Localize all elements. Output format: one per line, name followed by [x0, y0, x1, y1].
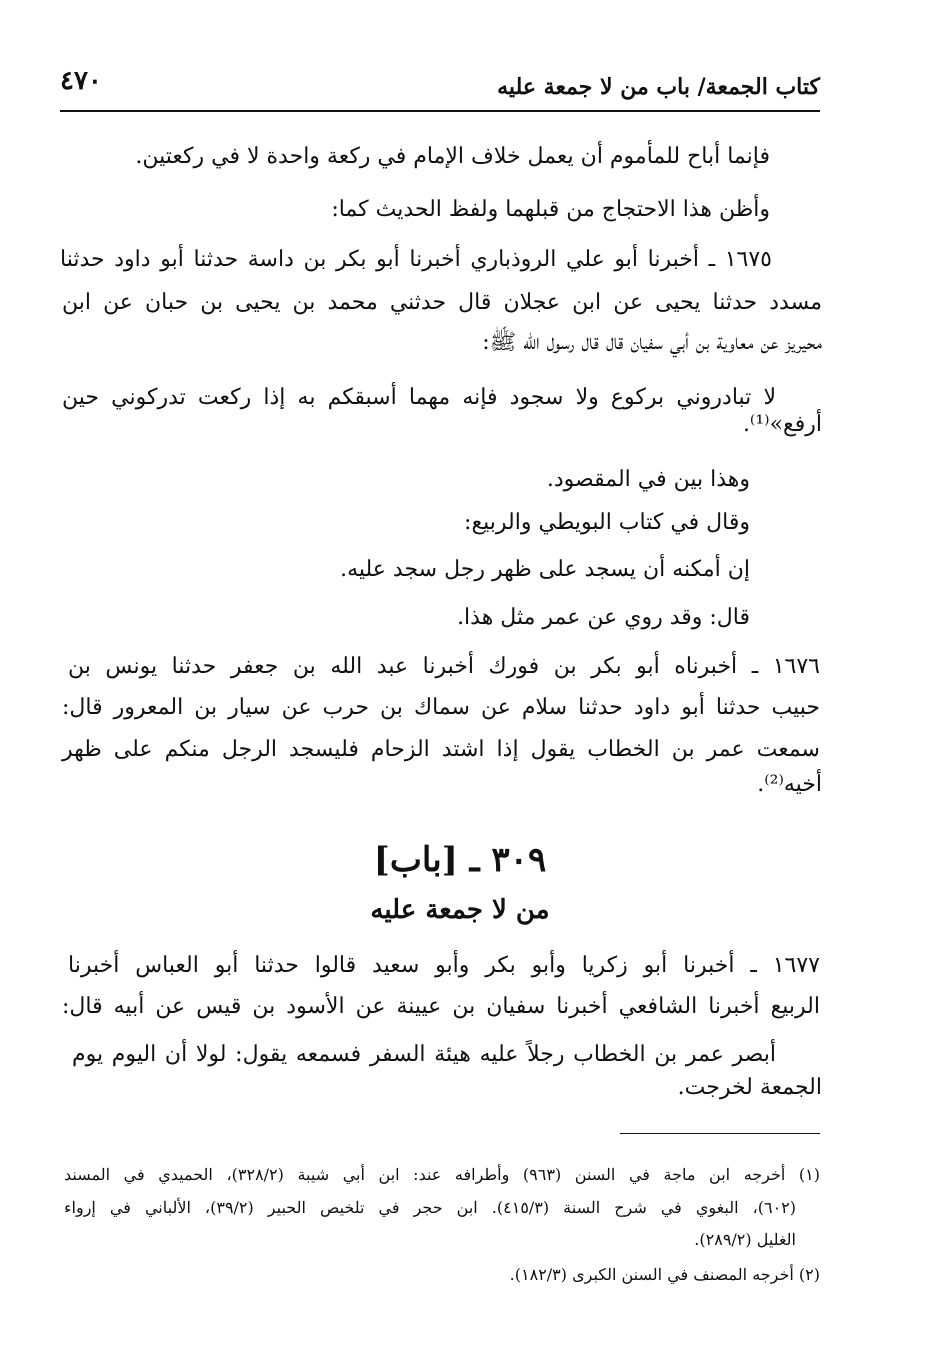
text-line: حبيب حدثنا أبو داود حدثنا سلام عن سماك بن حرب عن سيار بن المعرور قال:: [62, 695, 820, 720]
text-line: الجمعة لخرجت.: [677, 1075, 822, 1100]
text-line: أخيه⁽²⁾.: [757, 772, 822, 797]
chapter-subheading: من لا جمعة عليه: [370, 895, 550, 925]
hadith-text-line: أرفع»⁽¹⁾.: [742, 412, 822, 437]
text-line: محيريز عن معاوية بن أبي سفيان قال قال رسول الله ﷺ:: [482, 330, 822, 355]
text-line: إن أمكنه أن يسجد على ظهر رجل سجد عليه.: [340, 557, 750, 582]
hadith-1677-line: ١٦٧٧ ـ أخبرنا أبو زكريا وأبو بكر وأبو سعيد قالوا حدثنا أبو العباس أخبرنا: [68, 953, 820, 978]
text-line: وقال في كتاب البويطي والربيع:: [464, 510, 750, 535]
text-line: سمعت عمر بن الخطاب يقول إذا اشتد الزحام فليسجد الرجل منكم على ظهر: [62, 737, 820, 762]
footnote-line: (٢) أخرجه المصنف في السنن الكبرى (١٨٢/٣).: [509, 1265, 820, 1284]
hadith-1675-line: ١٦٧٥ ـ أخبرنا أبو علي الروذباري أخبرنا أبو بكر بن داسة حدثنا أبو داود حدثنا: [60, 247, 772, 272]
text-line: وهذا بين في المقصود.: [546, 467, 750, 492]
hadith-1676-line: ١٦٧٦ ـ أخبرناه أبو بكر بن فورك أخبرنا عبد الله بن جعفر حدثنا يونس بن: [68, 654, 820, 679]
footnote-line: (١) أخرجه ابن ماجة في السنن (٩٦٣) وأطرافه عند: ابن أبي شيبة (٣٢٨/٢)، الحميدي في المسند: [64, 1165, 821, 1184]
text-line: مسدد حدثنا يحيى عن ابن عجلان قال حدثني محمد بن يحيى بن حبان عن ابن: [62, 290, 822, 315]
text-line: وأظن هذا الاحتجاج من قبلهما ولفظ الحديث كما:: [331, 197, 770, 222]
text-line: قال: وقد روي عن عمر مثل هذا.: [457, 605, 750, 630]
text-line: أبصر عمر بن الخطاب رجلاً عليه هيئة السفر فسمعه يقول: لولا أن اليوم يوم: [72, 1042, 776, 1067]
chapter-heading: ٣٠٩ ـ [باب]: [373, 840, 547, 880]
header-title: كتاب الجمعة/ باب من لا جمعة عليه: [497, 74, 820, 100]
footnote-separator: [620, 1133, 820, 1134]
footnote-line: الغليل (٢٨٩/٢).: [694, 1230, 796, 1249]
page-number: ٤٧٠: [60, 66, 102, 96]
footnote-line: (٦٠٢)، البغوي في شرح السنة (٤١٥/٣). ابن حجر في تلخيص الحبير (٣٩/٢)، الألباني في إرواء: [64, 1198, 797, 1217]
hadith-text-line: لا تبادروني بركوع ولا سجود فإنه مهما أسبقكم به إذا ركعت تدركوني حين: [62, 385, 776, 410]
text-line: فإنما أباح للمأموم أن يعمل خلاف الإمام في ركعة واحدة لا في ركعتين.: [135, 144, 770, 169]
text-line: الربيع أخبرنا الشافعي أخبرنا سفيان بن عيينة عن الأسود بن قيس عن أبيه قال:: [62, 994, 820, 1019]
running-header: [60, 66, 820, 112]
